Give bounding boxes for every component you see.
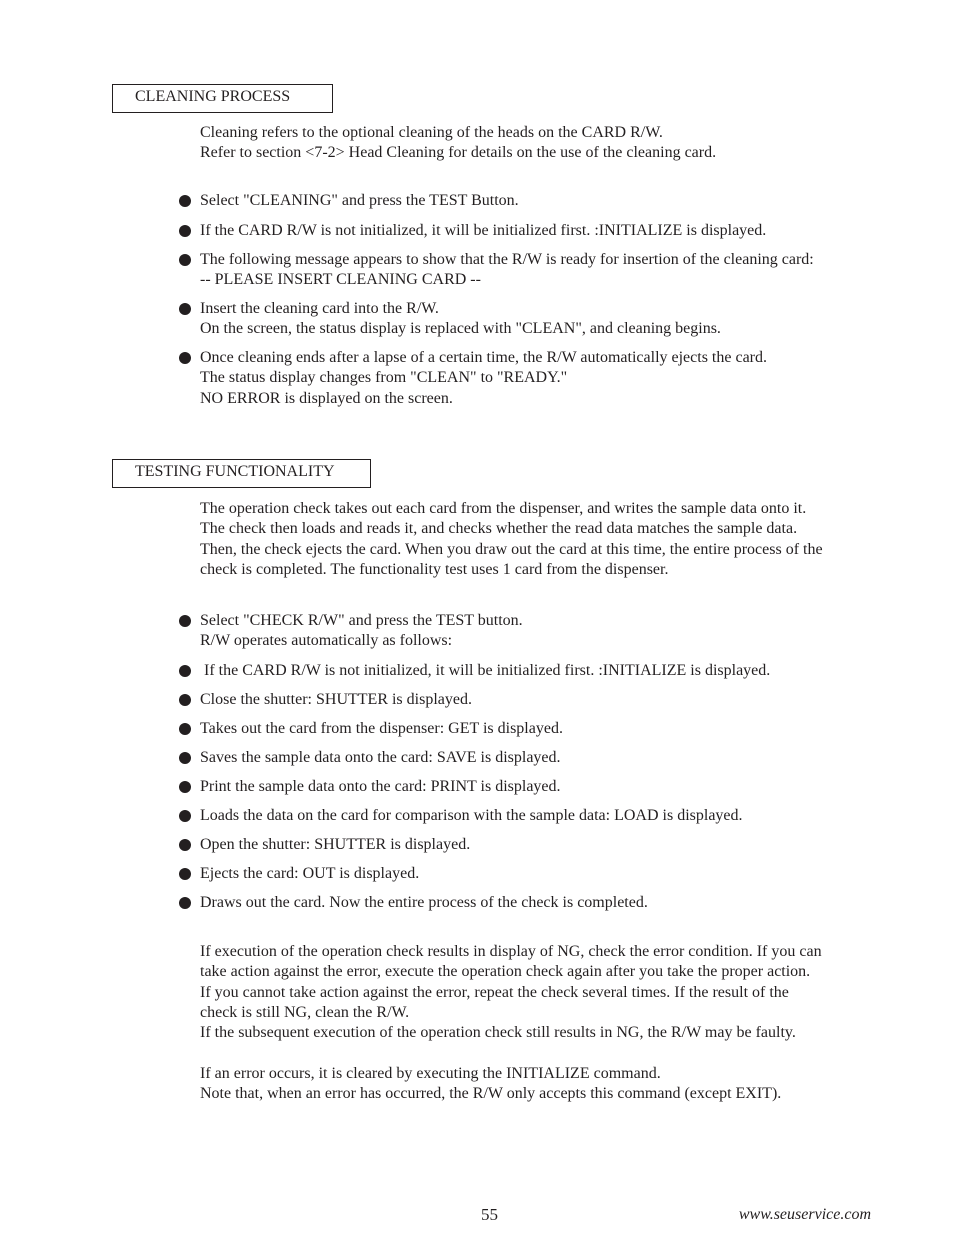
- text-line: check is still NG, clean the R/W.: [200, 1003, 410, 1021]
- text-line: Insert the cleaning card into the R/W.: [200, 300, 439, 317]
- testing-heading: TESTING FUNCTIONALITY: [112, 459, 371, 488]
- list-item: [178, 719, 563, 739]
- text-line: Note that, when an error has occurred, the R/W only accepts this command (except EXIT).: [200, 1085, 782, 1103]
- list-item: [178, 299, 721, 340]
- bullet-icon: [179, 195, 191, 207]
- text-line: The status display changes from "CLEAN" to "READY.": [200, 369, 568, 387]
- text-line: Select "CLEANING" and press the TEST Button.: [200, 192, 519, 209]
- list-item: [178, 690, 472, 710]
- text-line: Once cleaning ends after a lapse of a certain time, the R/W automatically ejects the card.: [200, 349, 768, 366]
- bullet-icon: [179, 868, 191, 880]
- text-line: If you cannot take action against the error, repeat the check several times. If the result of the: [200, 983, 789, 1001]
- list-item: [178, 250, 814, 291]
- cleaning-heading: CLEANING PROCESS: [112, 84, 333, 113]
- text-line: Loads the data on the card for comparison with the sample data: LOAD is displayed.: [200, 807, 743, 824]
- list-item: [178, 864, 419, 884]
- text-line: R/W operates automatically as follows:: [200, 632, 453, 650]
- text-line: If execution of the operation check results in display of NG, check the error condition. If you can: [200, 943, 822, 960]
- text-line: take action against the error, execute the operation check again after you take the proper action.: [200, 963, 811, 981]
- text-line: Open the shutter: SHUTTER is displayed.: [200, 836, 471, 853]
- bullet-icon: [179, 810, 191, 822]
- text-line: Then, the check ejects the card. When you draw out the card at this time, the entire process of the: [200, 540, 823, 558]
- text-line: Print the sample data onto the card: PRINT is displayed.: [200, 778, 561, 795]
- cleaning-intro: [200, 123, 880, 164]
- text-line: check is completed. The functionality test uses 1 card from the dispenser.: [200, 560, 669, 578]
- text-line: Takes out the card from the dispenser: GET is displayed.: [200, 720, 563, 737]
- page-number: 55: [481, 1205, 498, 1224]
- bullet-icon: [179, 723, 191, 735]
- text-line: The operation check takes out each card from the dispenser, and writes the sample data onto it.: [200, 500, 807, 517]
- ng-note: [200, 942, 880, 1043]
- text-line: If the subsequent execution of the operation check still results in NG, the R/W may be faulty.: [200, 1024, 796, 1042]
- list-item: [178, 835, 470, 855]
- bullet-icon: [179, 303, 191, 315]
- list-item: [178, 611, 523, 652]
- list-item: [178, 348, 767, 409]
- list-item: [178, 806, 743, 826]
- text-line: Refer to section <7-2> Head Cleaning for details on the use of the cleaning card.: [200, 144, 717, 162]
- error-note: [200, 1064, 880, 1105]
- text-line: If an error occurs, it is cleared by executing the INITIALIZE command.: [200, 1065, 661, 1082]
- text-line: The following message appears to show that the R/W is ready for insertion of the cleaning card:: [200, 251, 814, 268]
- bullet-icon: [179, 254, 191, 266]
- bullet-icon: [179, 897, 191, 909]
- bullet-icon: [179, 225, 191, 237]
- testing-intro: [200, 499, 880, 580]
- list-item: [178, 661, 770, 681]
- text-line: If the CARD R/W is not initialized, it will be initialized first. :INITIALIZE is displayed.: [200, 222, 767, 239]
- text-line: Cleaning refers to the optional cleaning of the heads on the CARD R/W.: [200, 124, 663, 141]
- list-item: [178, 748, 561, 768]
- text-line: If the CARD R/W is not initialized, it will be initialized first. :INITIALIZE is displayed.: [200, 662, 771, 679]
- text-line: -- PLEASE INSERT CLEANING CARD --: [200, 271, 481, 289]
- text-line: The check then loads and reads it, and checks whether the read data matches the sample data.: [200, 520, 798, 538]
- bullet-icon: [179, 615, 191, 627]
- bullet-icon: [179, 694, 191, 706]
- bullet-icon: [179, 352, 191, 364]
- text-line: NO ERROR is displayed on the screen.: [200, 389, 453, 407]
- text-line: Select "CHECK R/W" and press the TEST button.: [200, 612, 523, 629]
- bullet-icon: [179, 839, 191, 851]
- bullet-icon: [179, 752, 191, 764]
- text-line: Saves the sample data onto the card: SAVE is displayed.: [200, 749, 561, 766]
- list-item: [178, 191, 519, 211]
- text-line: On the screen, the status display is replaced with "CLEAN", and cleaning begins.: [200, 320, 721, 338]
- text-line: Close the shutter: SHUTTER is displayed.: [200, 691, 472, 708]
- text-line: Ejects the card: OUT is displayed.: [200, 865, 420, 882]
- list-item: [178, 893, 648, 913]
- list-item: [178, 777, 561, 797]
- website-url: www.seuservice.com: [738, 1206, 871, 1223]
- bullet-icon: [179, 665, 191, 677]
- text-line: Draws out the card. Now the entire process of the check is completed.: [200, 894, 648, 911]
- bullet-icon: [179, 781, 191, 793]
- list-item: [178, 221, 766, 241]
